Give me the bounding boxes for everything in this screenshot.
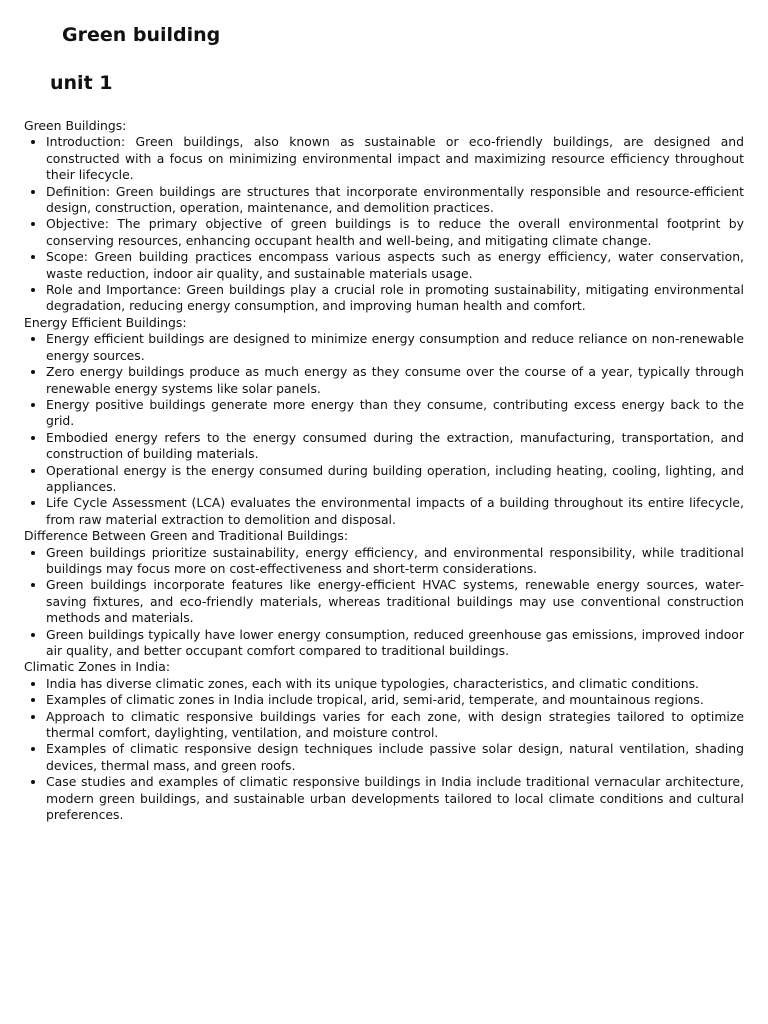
section-energy-efficient-buildings [24,315,744,528]
bullet-list [24,545,744,660]
list-item: • India has diverse climatic zones, each with its unique typologies, characteristics, and climatic conditions. [46,676,744,692]
list-item: • Green buildings incorporate features like energy-efficient HVAC systems, renewable energy sources, water-saving fixtures, and eco-friendly materials, whereas traditional buildings may use conventional construction methods and materials. [46,577,744,626]
list-item: • Examples of climatic zones in India include tropical, arid, semi-arid, temperate, and mountainous regions. [46,692,744,708]
list-item: • Case studies and examples of climatic responsive buildings in India include traditional vernacular architecture, modern green buildings, and sustainable urban developments tailored to local climate conditions and cultural preferences. [46,774,744,823]
section-difference-green-traditional [24,528,744,659]
section-heading: Climatic Zones in India: [24,659,171,675]
list-item: • Examples of climatic responsive design techniques include passive solar design, natural ventilation, shading devices, thermal mass, and green roofs. [46,741,744,774]
list-item: • Operational energy is the energy consumed during building operation, including heating, cooling, lighting, and appliances. [46,463,744,496]
list-item: • Green buildings prioritize sustainability, energy efficiency, and environmental responsibility, while traditional buildings may focus more on cost-effectiveness and short-term considerations. [46,545,744,578]
list-item: • Scope: Green building practices encompass various aspects such as energy efficiency, water conservation, waste reduction, indoor air quality, and sustainable materials usage. [46,249,744,282]
list-item: • Life Cycle Assessment (LCA) evaluates the environmental impacts of a building throughout its entire lifecycle, from raw material extraction to demolition and disposal. [46,495,744,528]
document-body [24,118,744,823]
section-heading: Difference Between Green and Traditional Buildings: [24,528,349,544]
list-item: • Energy efficient buildings are designed to minimize energy consumption and reduce reliance on non-renewable energy sources. [46,331,744,364]
list-item: • Introduction: Green buildings, also known as sustainable or eco-friendly buildings, are designed and constructed with a focus on minimizing environmental impact and maximizing resource efficiency throughout their lifecycle. [46,134,744,183]
section-heading: Energy Efficient Buildings: [24,314,187,330]
list-item: • Definition: Green buildings are structures that incorporate environmentally responsible and resource-efficient design, construction, operation, maintenance, and demolition practices. [46,184,744,217]
document-subtitle: unit 1 [50,72,113,94]
bullet-list [24,331,744,528]
section-heading: Green Buildings: [24,118,127,133]
list-item: • Energy positive buildings generate more energy than they consume, contributing excess energy back to the grid. [46,397,744,430]
list-item: • Green buildings typically have lower energy consumption, reduced greenhouse gas emissions, improved indoor air quality, and better occupant comfort compared to traditional buildings. [46,627,744,660]
document-title: Green building [62,24,221,46]
section-green-buildings [24,118,744,315]
bullet-list [24,676,744,824]
list-item: • Role and Importance: Green buildings play a crucial role in promoting sustainability, mitigating environmental degradation, reducing energy consumption, and improving human health and comfort. [46,282,744,315]
bullet-list [24,134,744,314]
list-item: • Approach to climatic responsive buildings varies for each zone, with design strategies tailored to optimize thermal comfort, daylighting, ventilation, and moisture control. [46,709,744,742]
list-item: • Zero energy buildings produce as much energy as they consume over the course of a year, typically through renewable energy systems like solar panels. [46,364,744,397]
list-item: • Embodied energy refers to the energy consumed during the extraction, manufacturing, transportation, and construction of building materials. [46,430,744,463]
list-item: • Objective: The primary objective of green buildings is to reduce the overall environmental footprint by conserving resources, enhancing occupant health and well-being, and mitigating climate change. [46,216,744,249]
section-climatic-zones-india [24,659,744,823]
